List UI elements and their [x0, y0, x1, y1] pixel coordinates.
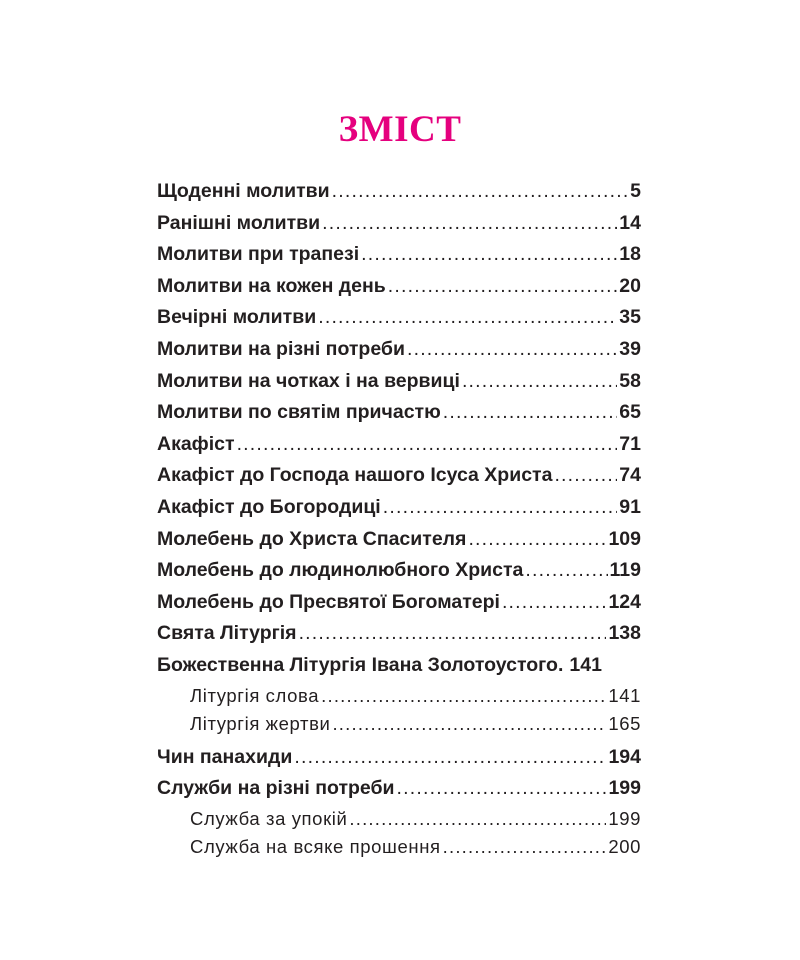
- dot-leader: [554, 460, 617, 492]
- toc-entry-title: Молебень до Пресвятої Богоматері: [157, 590, 500, 613]
- toc-entry-title: Молитви по святім причастю: [157, 401, 441, 424]
- toc-entry-title: Молитви на кожен день: [157, 274, 386, 297]
- dot-leader: [443, 397, 618, 429]
- toc-entry-title: Молитви на різні потреби: [157, 337, 405, 360]
- dot-leader: [407, 334, 617, 366]
- toc-entry-page: 194: [608, 745, 641, 768]
- toc-entry-page: 119: [609, 559, 641, 582]
- dot-leader: [294, 742, 606, 774]
- dot-leader: [462, 366, 617, 398]
- toc-entry-page: 141: [608, 684, 641, 706]
- dot-leader: [468, 524, 606, 556]
- toc-entry-page: 109: [608, 527, 641, 550]
- toc-entry-title: Літургія жертви: [190, 712, 331, 734]
- dot-leader: [321, 682, 606, 710]
- dot-leader: [332, 710, 606, 738]
- toc-subentry[interactable]: [157, 833, 641, 861]
- toc-entry-page: 74: [619, 464, 641, 487]
- toc-entry[interactable]: [157, 492, 641, 524]
- toc-entry-page: 14: [619, 211, 641, 234]
- toc-entry-title: Божественна Літургія Івана Золотоустого.: [157, 653, 564, 676]
- toc-entry[interactable]: [157, 397, 641, 429]
- toc-entry-page: 124: [608, 590, 641, 613]
- dot-leader: [397, 773, 607, 805]
- dot-leader: [332, 176, 629, 208]
- toc-entry-title: Служба на всяке прошення: [190, 835, 441, 857]
- toc-entry-page: 200: [608, 835, 641, 857]
- toc-subentry[interactable]: [157, 805, 641, 833]
- toc-entry-page: 199: [608, 807, 641, 829]
- page-title: ЗМІСТ: [338, 109, 462, 150]
- toc-entry[interactable]: [157, 208, 641, 240]
- toc-entry-page: 165: [608, 712, 641, 734]
- toc-entry-title: Молитви на чотках і на вервиці: [157, 369, 460, 392]
- dot-leader: [318, 302, 617, 334]
- toc-entry-page: 18: [619, 243, 641, 266]
- dot-leader: [502, 587, 607, 619]
- toc-entry-page: 71: [619, 432, 641, 455]
- toc-entry-page: 138: [608, 622, 641, 645]
- toc-entry-page: 35: [619, 306, 641, 329]
- toc-entry-title: Молитви при трапезі: [157, 243, 360, 266]
- toc-entry[interactable]: [157, 176, 641, 208]
- toc-entry[interactable]: [157, 334, 641, 366]
- toc-entry[interactable]: [157, 742, 641, 774]
- toc-entry[interactable]: [157, 524, 641, 556]
- toc-entry-title: Служби на різні потреби: [157, 777, 395, 800]
- toc-entry-title: Свята Літургія: [157, 622, 297, 645]
- toc-entry[interactable]: [157, 366, 641, 398]
- dot-leader: [388, 271, 618, 303]
- toc-subentry[interactable]: [157, 682, 641, 710]
- toc-entry-page: 91: [619, 495, 641, 518]
- toc-entry-page: 39: [619, 337, 641, 360]
- toc-entry-title: Щоденні молитви: [157, 180, 330, 202]
- toc-entry-page: 199: [608, 777, 641, 800]
- toc-entry-title: Акафіст: [157, 432, 235, 455]
- toc-entry-page: 58: [619, 369, 641, 392]
- toc-entry[interactable]: [157, 587, 641, 619]
- toc-entry[interactable]: [157, 555, 641, 587]
- dot-leader: [322, 208, 617, 240]
- toc-entry-page: 141: [569, 653, 602, 676]
- toc-entry-title: Акафіст до Богородиці: [157, 495, 381, 518]
- dot-leader: [237, 429, 618, 461]
- toc-entry[interactable]: [157, 618, 641, 650]
- toc-entry-page: 20: [619, 274, 641, 297]
- toc-entry-title: Чин панахиди: [157, 745, 293, 768]
- toc-entry-page: 65: [619, 401, 641, 424]
- toc-entry[interactable]: [157, 271, 641, 303]
- dot-leader: [443, 833, 607, 861]
- toc-entry-title: Літургія слова: [190, 684, 320, 706]
- toc-entry[interactable]: [157, 773, 641, 805]
- toc-entry-title: Ранішні молитви: [157, 211, 321, 234]
- toc-entry-page: 5: [630, 180, 641, 202]
- toc-entry[interactable]: [157, 302, 641, 334]
- toc-entry[interactable]: [157, 239, 641, 271]
- toc-entry-title: Молебень до Христа Спасителя: [157, 527, 467, 550]
- toc-entry-title: Вечірні молитви: [157, 306, 317, 329]
- dot-leader: [383, 492, 618, 524]
- dot-leader: [349, 805, 606, 833]
- toc-entry-title: Служба за упокій: [190, 807, 348, 829]
- toc-entry[interactable]: [157, 460, 641, 492]
- toc-entry-title: Молебень до людинолюбного Христа: [157, 559, 524, 582]
- toc-entry[interactable]: [157, 650, 641, 682]
- toc-entry-title: Акафіст до Господа нашого Ісуса Христа: [157, 464, 553, 487]
- dot-leader: [525, 555, 607, 587]
- dot-leader: [361, 239, 617, 271]
- table-of-contents: [157, 176, 641, 861]
- toc-subentry[interactable]: [157, 710, 641, 738]
- toc-entry[interactable]: [157, 429, 641, 461]
- dot-leader: [299, 618, 607, 650]
